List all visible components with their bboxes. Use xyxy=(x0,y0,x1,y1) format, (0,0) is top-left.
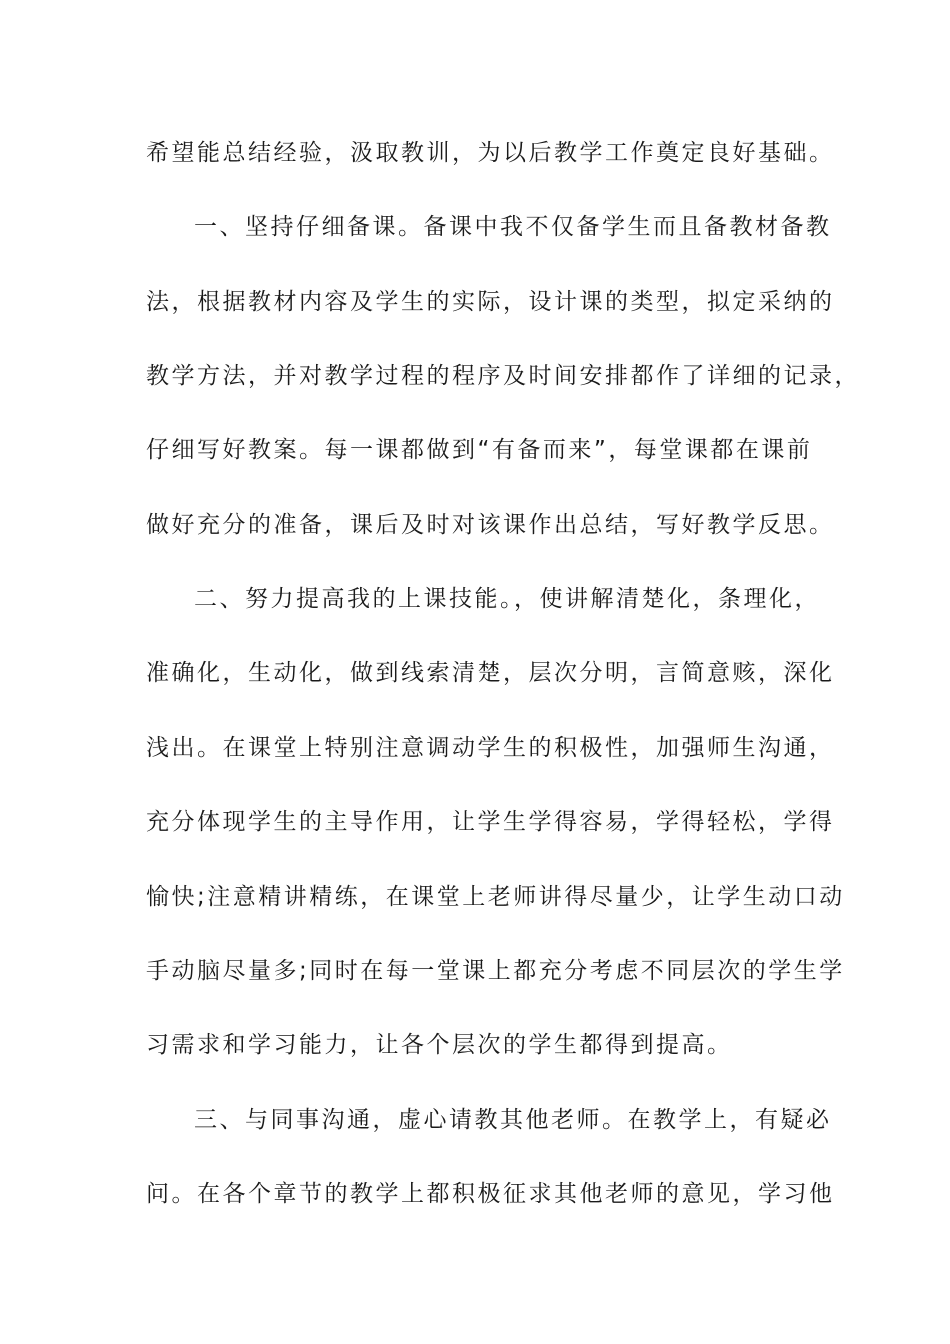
paragraph-heading-line: 三、与同事沟通，虚心请教其他老师。在教学上，有疑必 xyxy=(194,1107,832,1133)
text-line: 浅出。在课堂上特别注意调动学生的积极性，加强师生沟通， xyxy=(146,735,835,761)
text-line: 手动脑尽量多;同时在每一堂课上都充分考虑不同层次的学生学 xyxy=(146,958,845,984)
text-line: 充分体现学生的主导作用，让学生学得容易，学得轻松，学得 xyxy=(146,809,835,835)
text-line: 问。在各个章节的教学上都积极征求其他老师的意见，学习他 xyxy=(146,1181,835,1207)
text-line: 希望能总结经验，汲取教训，为以后教学工作奠定良好基础。 xyxy=(146,140,835,166)
text-line: 愉快;注意精讲精练，在课堂上老师讲得尽量少，让学生动口动 xyxy=(146,884,845,910)
paragraph-heading-line: 二、努力提高我的上课技能。，使讲解清楚化，条理化， xyxy=(194,586,820,612)
text-line: 法，根据教材内容及学生的实际，设计课的类型，拟定采纳的 xyxy=(146,289,835,315)
text-line: 仔细写好教案。每一课都做到“有备而来”，每堂课都在课前 xyxy=(146,437,813,463)
paragraph-heading-line: 一、坚持仔细备课。备课中我不仅备学生而且备教材备教 xyxy=(194,214,832,240)
text-line: 教学方法，并对教学过程的程序及时间安排都作了详细的记录， xyxy=(146,363,860,389)
text-line: 习需求和学习能力，让各个层次的学生都得到提高。 xyxy=(146,1032,733,1058)
text-line: 做好充分的准备，课后及时对该课作出总结，写好教学反思。 xyxy=(146,512,835,538)
text-line: 准确化，生动化，做到线索清楚，层次分明，言简意赅，深化 xyxy=(146,660,835,686)
